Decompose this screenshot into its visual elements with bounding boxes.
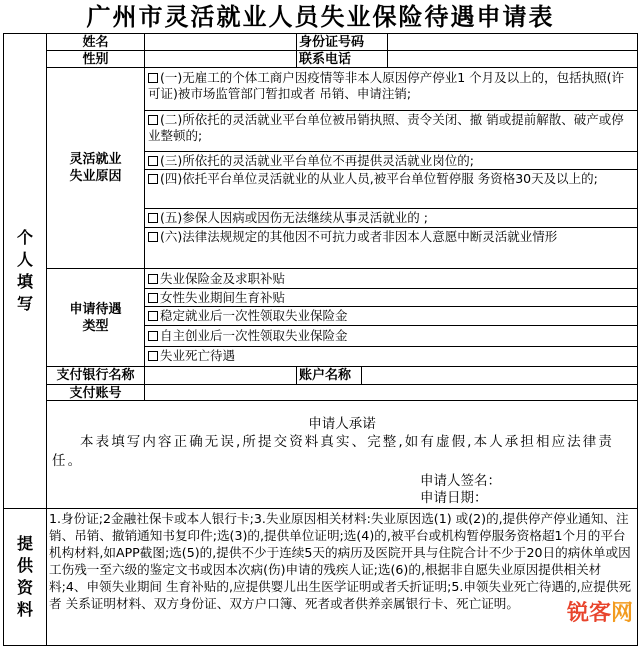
personal-label-char: 个 [16,228,33,247]
benefit-option-text: 女性失业期间生育补贴 [160,290,286,305]
checkbox-icon[interactable] [148,331,158,341]
documents-label-char: 料 [16,600,33,619]
form-title: 广州市灵活就业人员失业保险待遇申请表 [86,2,555,31]
reason-option-text: (一)无雇工的个体工商户因疫情等非本人原因停产停业1 个月及以上的，包括执照(许可证)被市场监管部门暂扣或者 吊销、申请注销; [148,70,625,101]
reason-option-text: (五)参保人因病或因伤无法继续从事灵活就业的 ; [160,210,428,225]
personal-label-char: 写 [16,294,33,313]
checkbox-icon[interactable] [148,232,158,242]
watermark-text: 网 [610,601,633,626]
documents-label-char: 供 [16,556,33,575]
id-number-label: 身份证号码 [299,35,365,50]
benefit-option-text: 自主创业后一次性领取失业保险金 [160,328,348,343]
commitment-heading: 申请人承诺 [308,416,376,432]
row-line-section-end [3,508,638,509]
border-right [637,33,638,646]
reason-option-3[interactable] [146,152,637,169]
unemployment-reason-label [47,68,144,268]
checkbox-icon[interactable] [148,274,158,284]
benefit-option-2[interactable] [146,289,637,306]
benefit-type-label-line: 申请待遇 [69,301,122,317]
name-field[interactable] [145,34,296,50]
reason-option-text: (二)所依托的灵活就业平台单位被吊销执照、责令关闭、撤 销或提前解散、破产或停业整顿的; [148,112,624,143]
reason-option-1[interactable] [146,69,637,110]
unemployment-reason-label-line: 失业原因 [69,169,122,184]
benefit-type-label [47,269,144,366]
reason-option-text: (六)法律法规规定的其他因不可抗力或者非因本人意愿中断灵活就业情形 [160,229,558,244]
signature-field[interactable] [502,473,632,490]
benefit-option-4[interactable] [146,327,637,346]
documents-label-char: 提 [16,534,33,553]
personal-label-char: 填 [16,272,33,291]
checkbox-icon[interactable] [148,174,158,184]
checkbox-icon[interactable] [148,156,158,166]
date-label: 申请日期： [420,490,488,506]
site-watermark-logo [567,596,633,627]
personal-section-label [4,34,46,508]
checkbox-icon[interactable] [148,351,158,361]
checkbox-icon[interactable] [148,213,158,223]
reason-option-5[interactable] [146,209,637,227]
account-name-label: 账户名称 [299,368,352,383]
account-number-field[interactable] [145,385,637,400]
gender-label: 性别 [82,52,109,67]
unemployment-reason-label-line: 灵活就业 [69,152,122,167]
border-bottom [3,645,638,646]
row-line-account [46,400,638,401]
commitment-body: 本表填写内容正确无误,所提交资料真实、完整,如有虚假,本人承担相应法律责任。 [52,434,614,469]
divider-label-col [144,33,145,400]
checkbox-icon[interactable] [148,293,158,303]
reason-option-2[interactable] [146,111,637,151]
gender-field[interactable] [145,51,296,67]
benefit-option-5[interactable] [146,347,637,366]
account-name-field[interactable] [362,367,637,384]
personal-label-char: 人 [16,250,33,269]
row-line-benefit-3 [144,325,638,326]
benefit-type-label-line: 类型 [82,318,109,334]
checkbox-icon[interactable] [148,115,158,125]
benefit-option-3[interactable] [146,307,637,325]
documents-section-label [4,509,46,645]
bank-name-field[interactable] [145,367,296,384]
documents-label-char: 资 [16,578,33,597]
date-field[interactable] [502,490,632,507]
phone-field[interactable] [388,51,637,67]
id-number-field[interactable] [388,34,637,50]
reason-option-4[interactable] [146,170,637,208]
signature-label: 申请人签名： [420,473,501,489]
reason-option-6[interactable] [146,228,637,264]
account-number-label: 支付账号 [69,386,122,400]
checkbox-icon[interactable] [148,311,158,321]
reason-option-text: (三)所依托的灵活就业平台单位不再提供灵活就业岗位的; [160,153,474,168]
name-label: 姓名 [82,35,109,50]
benefit-option-text: 失业死亡待遇 [160,348,236,363]
bank-name-label: 支付银行名称 [56,368,135,383]
documents-text: 1.身份证;2金融社保卡或本人银行卡;3.失业原因相关材料:失业原因选(1) 或(2)的,提供停产停业通知、注销、吊销、撤销通知书复印件;选(3)的,提供单位证明;选(4)的,被平台或机构暂停服务资格超1个月的平台机构材料,如APP截图;选(5)的,提供不少于连续5天的病历及医院开具与住院合计不少于20日的病休单或因工伤残一至六级的鉴定文书或因本次病(伤)申请的残疾人证;选(6)的,根据非自愿失业原因提供相关材料;4、申领失业期间 生育补贴的,应提供婴儿出生医学证明或者夭折证明;5.申领失业死亡待遇的,应提供死者 关系证明材料、双方身份证、双方户口簿、死者或者供养亲属银行卡、死亡证明。 [49,511,632,611]
benefit-option-1[interactable] [146,270,637,288]
benefit-option-text: 稳定就业后一次性领取失业保险金 [160,308,348,323]
phone-label: 联系电话 [299,52,352,67]
watermark-text: 锐客 [566,601,611,626]
checkbox-icon[interactable] [148,73,158,83]
benefit-option-text: 失业保险金及求职补贴 [160,271,286,286]
reason-option-text: (四)依托平台单位灵活就业的从业人员,被平台单位暂停服 务资格30天及以上的; [160,171,598,186]
